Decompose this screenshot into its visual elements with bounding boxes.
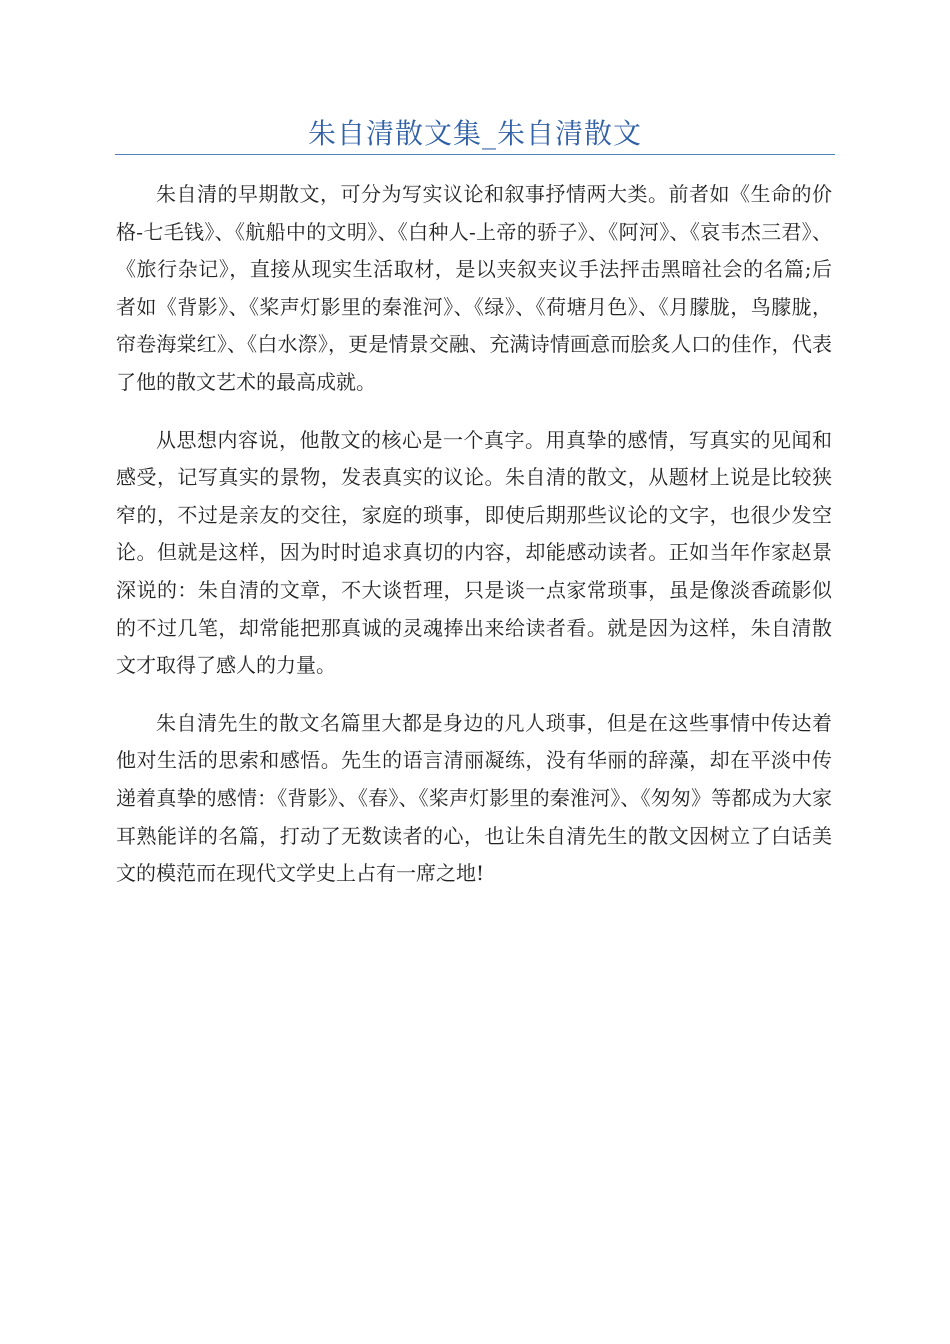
document-body bbox=[116, 176, 832, 913]
title-underline bbox=[115, 154, 835, 155]
paragraph-3: 朱自清先生的散文名篇里大都是身边的凡人琐事，但是在这些事情中传达着他对生活的思索和感悟。先生的语言清丽凝练，没有华丽的辞藻，却在平淡中传递着真挚的感情：《背影》、《春》、《桨声灯影里的秦淮河》、《匆匆》等都成为大家耳熟能详的名篇，打动了无数读者的心，也让朱自清先生的散文因树立了白话美文的模范而在现代文学史上占有一席之地! bbox=[116, 710, 832, 886]
document-title: 朱自清散文集_朱自清散文 bbox=[307, 117, 642, 150]
paragraph-1: 朱自清的早期散文，可分为写实议论和叙事抒情两大类。前者如《生命的价格-七毛钱》、《航船中的文明》、《白种人-上帝的骄子》、《阿河》、《哀韦杰三君》、《旅行杂记》，直接从现实生活取材，是以夹叙夹议手法抨击黑暗社会的名篇;后者如《背影》、《桨声灯影里的秦淮河》、《绿》、《荷塘月色》、《月朦胧，鸟朦胧，帘卷海棠红》、《白水漈》，更是情景交融、充满诗情画意而脍炙人口的佳作，代表了他的散文艺术的最高成就。 bbox=[116, 182, 832, 394]
paragraph-2: 从思想内容说，他散文的核心是一个真字。用真挚的感情，写真实的见闻和感受，记写真实的景物，发表真实的议论。朱自清的散文，从题材上说是比较狭窄的，不过是亲友的交往，家庭的琐事，即使后期那些议论的文字，也很少发空论。但就是这样，因为时时追求真切的内容，却能感动读者。正如当年作家赵景深说的：朱自清的文章，不大谈哲理，只是谈一点家常琐事，虽是像淡香疏影似的不过几笔，却常能把那真诚的灵魂捧出来给读者看。就是因为这样，朱自清散文才取得了感人的力量。 bbox=[116, 427, 832, 678]
